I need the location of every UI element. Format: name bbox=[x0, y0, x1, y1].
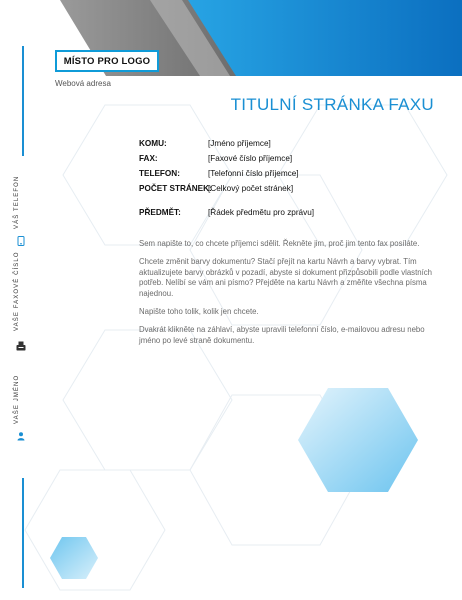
field-label: POČET STRÁNEK: bbox=[139, 184, 212, 193]
field-value-recipient-fax[interactable]: [Faxové číslo příjemce] bbox=[208, 154, 293, 163]
logo-placeholder[interactable]: MÍSTO PRO LOGO bbox=[55, 50, 159, 72]
body-paragraph: Dvakrát klikněte na záhlaví, abyste upravili telefonní číslo, e-mailovou adresu nebo jméno po levé straně dokumentu. bbox=[139, 324, 425, 345]
sidebar-fax-label[interactable]: VAŠE FAXOVÉ ČÍSLO bbox=[14, 251, 20, 331]
phone-icon bbox=[17, 236, 25, 246]
field-label: FAX: bbox=[139, 154, 158, 163]
fax-icon bbox=[16, 341, 26, 351]
field-label: TELEFON: bbox=[139, 169, 180, 178]
sidebar-line-bottom bbox=[22, 478, 24, 588]
body-paragraph: Chcete změnit barvy dokumentu? Stačí přejít na kartu Návrh a barvy vybrat. Tím aktualizujete barvy obrázků v pozadí, abyste si dokument přizpůsobili podle vlastních potřeb. Nelíbí se vám ani písmo? Přejděte na kartu Návrh a změňte všechna písma najednou. bbox=[139, 256, 432, 299]
sidebar-line-top bbox=[22, 46, 24, 156]
hex-blue-large bbox=[298, 388, 418, 492]
field-label: PŘEDMĚT: bbox=[139, 208, 181, 217]
field-value-recipient-phone[interactable]: [Telefonní číslo příjemce] bbox=[208, 169, 299, 178]
body-paragraph: Napište toho tolik, kolik jen chcete. bbox=[139, 306, 259, 316]
sidebar-phone-label[interactable]: VÁŠ TELEFON bbox=[14, 175, 20, 229]
hex-blue-small bbox=[50, 537, 98, 579]
website-address[interactable]: Webová adresa bbox=[55, 79, 111, 88]
person-icon bbox=[17, 432, 25, 441]
field-value-recipient-name[interactable]: [Jméno příjemce] bbox=[208, 139, 271, 148]
message-body[interactable] bbox=[139, 239, 437, 353]
sidebar-name-label[interactable]: VAŠE JMÉNO bbox=[14, 374, 20, 424]
field-label: KOMU: bbox=[139, 139, 167, 148]
page-title: TITULNÍ STRÁNKA FAXU bbox=[230, 95, 434, 114]
body-paragraph: Sem napište to, co chcete příjemci sdělit. Řekněte jim, proč jim tento fax posíláte. bbox=[139, 239, 420, 248]
field-value-page-count[interactable]: [Celkový počet stránek] bbox=[208, 184, 294, 193]
field-value-subject[interactable]: [Řádek předmětu pro zprávu] bbox=[208, 208, 315, 217]
